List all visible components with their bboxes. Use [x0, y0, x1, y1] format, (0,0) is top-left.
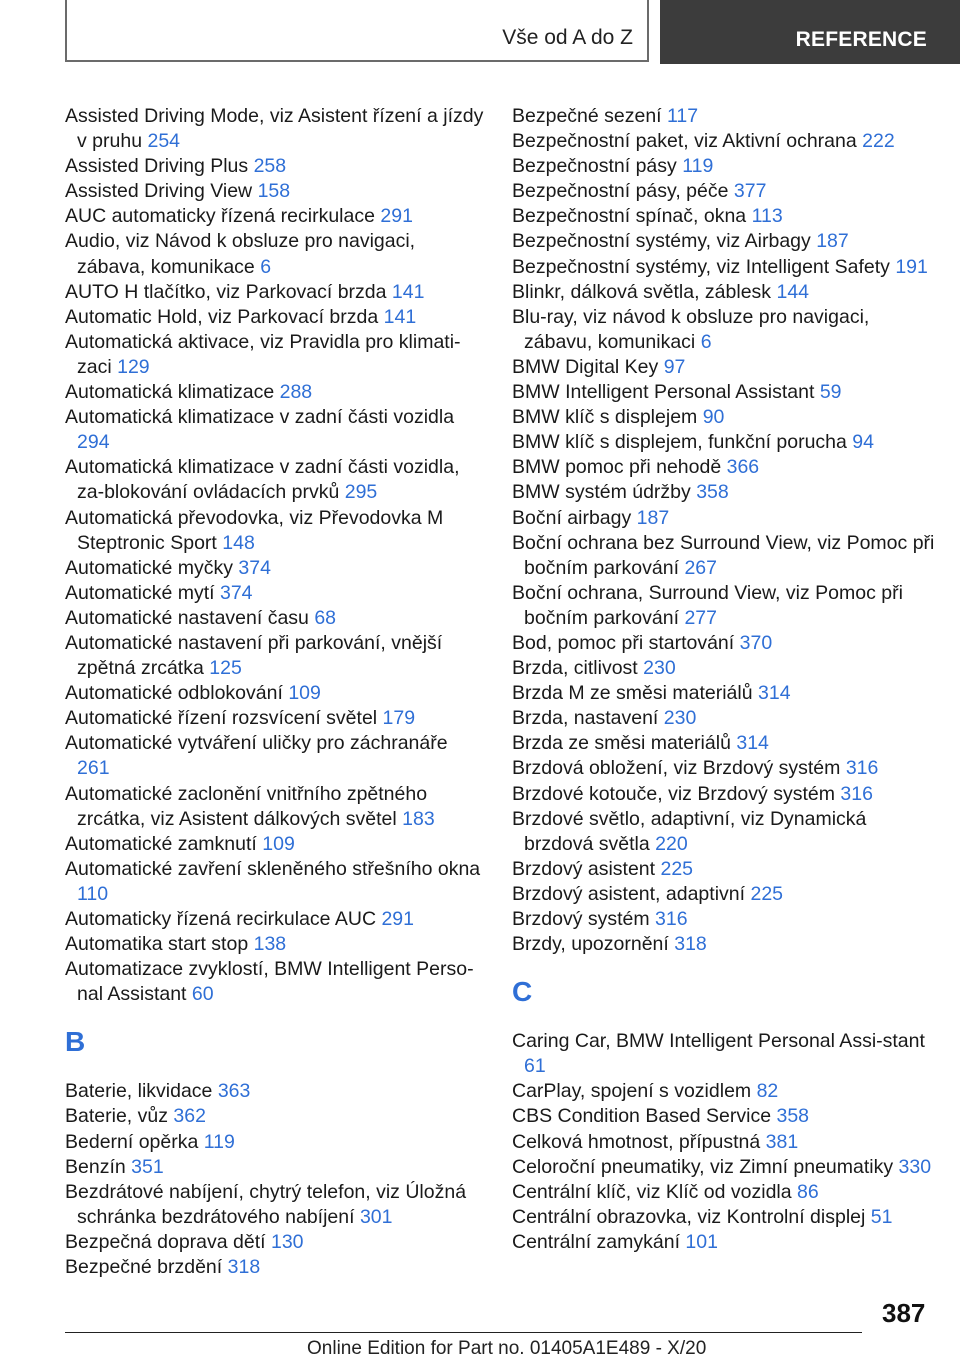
index-entry [512, 581, 937, 631]
index-entry [65, 179, 485, 204]
entry-term: Centrální obrazovka, viz Kontrolní displej [512, 1205, 866, 1228]
entry-term: Benzín [65, 1155, 126, 1178]
entry-term: Bezpečnostní pásy, péče [512, 180, 729, 203]
entry-term: Blinkr, dálková světla, záblesk [512, 280, 772, 303]
index-entry [65, 1104, 485, 1129]
entry-page-link[interactable]: 179 [382, 707, 416, 730]
entry-term: BMW klíč s displejem, funkční porucha [512, 431, 847, 454]
entry-page-link[interactable]: 261 [77, 757, 110, 780]
entry-page-link[interactable]: 144 [776, 280, 810, 303]
index-entry [65, 280, 485, 305]
entry-page-link[interactable]: 294 [77, 431, 110, 454]
entry-term: Bezpečné brzdění [65, 1256, 223, 1279]
entry-page-link[interactable]: 117 [667, 105, 699, 127]
entry-term: Automaticky řízená recirkulace AUC [65, 908, 377, 930]
entry-page-link[interactable]: 109 [262, 832, 295, 855]
index-entry [512, 1155, 937, 1180]
entry-page-link[interactable]: 109 [288, 682, 321, 705]
entry-page-link[interactable]: 295 [344, 481, 378, 504]
entry-term: Automatizace zvyklostí, BMW Intelligent Perso-nal Assistant [65, 958, 474, 1006]
entry-term: Baterie, likvidace [65, 1080, 213, 1103]
entry-page-link[interactable]: 158 [257, 180, 291, 203]
entry-term: Bezpečnostní paket, viz Aktivní ochrana [512, 130, 857, 153]
entry-page-link[interactable]: 358 [696, 481, 729, 504]
entry-term: Brzdový asistent [512, 857, 656, 880]
entry-term: Boční airbagy [512, 506, 632, 529]
entry-page-link[interactable]: 374 [238, 556, 271, 579]
entry-page-link[interactable]: 82 [756, 1080, 779, 1103]
entry-term: Brzdy, upozornění [512, 933, 669, 956]
entry-page-link[interactable]: 86 [797, 1180, 819, 1203]
entry-term: Bod, pomoc při startování [512, 631, 735, 654]
entry-page-link[interactable]: 129 [117, 355, 150, 378]
entry-page-link[interactable]: 68 [314, 606, 337, 629]
index-entry [512, 531, 937, 581]
entry-term: Brzda M ze směsi materiálů [512, 682, 753, 705]
index-entry [512, 1079, 937, 1104]
entry-term: Automatická klimatizace v zadní části vozidla [65, 406, 455, 429]
index-entry [512, 1205, 937, 1230]
index-entry [512, 229, 937, 254]
index-entry [65, 455, 485, 505]
index-entry [512, 1130, 937, 1155]
entry-page-link[interactable]: 258 [253, 155, 287, 178]
entry-term: AUC automaticky řízená recirkulace [65, 205, 375, 228]
entry-term: Bezpečná doprava dětí [65, 1230, 266, 1253]
entry-page-link[interactable]: 148 [222, 531, 255, 554]
entry-term: BMW pomoc při nehodě [512, 456, 722, 479]
entry-page-link[interactable]: 318 [227, 1256, 261, 1279]
index-entry [65, 706, 485, 731]
entry-page-link[interactable]: 374 [219, 581, 253, 604]
entry-page-link[interactable]: 138 [253, 933, 287, 956]
entry-term: Assisted Driving Mode, viz Asistent řízení a jízdy v pruhu [65, 105, 484, 153]
entry-page-link[interactable]: 220 [655, 832, 688, 855]
index-entry [512, 857, 937, 882]
entry-page-link[interactable]: 301 [359, 1205, 393, 1228]
entry-page-link[interactable]: 110 [77, 882, 109, 905]
entry-term: Celková hmotnost, přípustná [512, 1130, 761, 1153]
entry-page-link[interactable]: 225 [750, 882, 784, 905]
entry-page-link[interactable]: 60 [191, 983, 214, 1006]
index-entry [512, 907, 937, 932]
entry-term: Centrální klíč, viz Klíč od vozidla [512, 1180, 792, 1203]
index-entry [65, 606, 485, 631]
index-entry [65, 932, 485, 957]
index-entry [512, 1104, 937, 1129]
index-entry [512, 706, 937, 731]
index-entry [65, 556, 485, 581]
index-entry [65, 1130, 485, 1155]
edition-info: Online Edition for Part no. 01405A1E489 - X/20 [307, 1338, 707, 1359]
entry-page-link[interactable]: 119 [682, 155, 714, 178]
entry-term: BMW Digital Key [512, 355, 659, 378]
entry-page-link[interactable]: 318 [674, 933, 707, 956]
index-entry [512, 932, 937, 957]
entry-term: Blu-ray, viz návod k obsluze pro navigaci, zábavu, komunikaci [512, 305, 870, 353]
entry-term: Brzda ze směsi materiálů [512, 732, 731, 755]
entry-page-link[interactable]: 291 [381, 908, 414, 930]
entry-term: Brzda, citlivost [512, 657, 638, 680]
entry-term: Brzdová obložení, viz Brzdový systém [512, 757, 841, 780]
entry-term: Automatické vytváření uličky pro záchranáře [65, 732, 448, 755]
index-entry [65, 857, 485, 907]
entry-page-link[interactable]: 358 [776, 1105, 810, 1128]
entry-page-link[interactable]: 61 [524, 1055, 546, 1078]
entry-term: Automatické mytí [65, 581, 215, 604]
index-entry [512, 305, 937, 355]
entry-page-link[interactable]: 377 [733, 180, 767, 203]
index-entry [512, 1230, 937, 1255]
index-entry [65, 1230, 485, 1255]
entry-page-link[interactable]: 267 [684, 556, 717, 579]
entry-term: Automatická klimatizace [65, 381, 275, 404]
index-entry [512, 506, 937, 531]
index-entry [512, 656, 937, 681]
entry-page-link[interactable]: 288 [279, 381, 313, 404]
letter-heading-c: C [512, 976, 533, 1008]
entry-term: Automatické zamknutí [65, 832, 257, 855]
index-entry [65, 204, 485, 229]
entry-page-link[interactable]: 101 [685, 1230, 718, 1253]
entry-term: Brzdové světlo, adaptivní, viz Dynamická brzdová světla [512, 807, 867, 855]
index-entry [65, 330, 485, 380]
entry-term: BMW klíč s displejem [512, 406, 698, 429]
entry-term: Bezdrátové nabíjení, chytrý telefon, viz Úložná schránka bezdrátového nabíjení [65, 1180, 467, 1228]
entry-page-link[interactable]: 141 [383, 305, 417, 328]
entry-term: Automatické nastavení při parkování, vnější zpětná zrcátka [65, 631, 443, 680]
index-entry [512, 681, 937, 706]
letter-heading-b: B [65, 1026, 86, 1058]
index-list-b [65, 1079, 485, 1280]
index-entry [512, 355, 937, 380]
index-entry [65, 405, 485, 455]
entry-page-link[interactable]: 191 [895, 255, 928, 278]
index-entry [65, 506, 485, 556]
entry-term: CarPlay, spojení s vozidlem [512, 1080, 752, 1103]
index-entry [512, 807, 937, 857]
index-entry [512, 255, 937, 280]
entry-page-link[interactable]: 316 [840, 782, 873, 805]
index-entry [65, 1255, 485, 1280]
entry-page-link[interactable]: 113 [751, 205, 783, 228]
index-entry [512, 1029, 937, 1079]
index-entry [512, 882, 937, 907]
entry-page-link[interactable]: 187 [816, 230, 849, 253]
entry-page-link[interactable]: 351 [131, 1155, 164, 1178]
index-entry [512, 154, 937, 179]
index-entry [512, 104, 937, 129]
entry-term: Automatické řízení rozsvícení světel [65, 707, 378, 730]
index-entry [65, 229, 485, 279]
entry-page-link[interactable]: 141 [391, 280, 425, 303]
entry-page-link[interactable]: 277 [684, 606, 717, 629]
index-entry [65, 782, 485, 832]
entry-term: Automatická převodovka, viz Převodovka M Steptronic Sport [65, 506, 444, 554]
entry-page-link[interactable]: 125 [209, 657, 242, 680]
entry-page-link[interactable]: 187 [636, 506, 670, 529]
entry-page-link[interactable]: 370 [739, 631, 773, 654]
entry-term: Audio, viz Návod k obsluze pro navigaci, zábava, komunikace [65, 230, 416, 278]
entry-page-link[interactable]: 254 [147, 130, 181, 153]
entry-term: Baterie, vůz [65, 1105, 168, 1128]
entry-term: Bezpečné sezení [512, 105, 662, 127]
entry-page-link[interactable]: 90 [702, 406, 725, 429]
index-entry [65, 1079, 485, 1104]
index-entry [65, 380, 485, 405]
entry-term: Brzdový asistent, adaptivní [512, 882, 746, 905]
entry-term: Bezpečnostní systémy, viz Airbagy [512, 230, 811, 253]
entry-page-link[interactable]: 225 [660, 857, 694, 880]
index-list-c [512, 1029, 937, 1255]
index-entry [65, 104, 485, 154]
entry-page-link[interactable]: 59 [819, 381, 842, 404]
entry-term: Assisted Driving View [65, 180, 253, 203]
entry-page-link[interactable]: 366 [726, 456, 760, 479]
entry-term: Bederní opěrka [65, 1130, 199, 1153]
index-entry [65, 581, 485, 606]
entry-term: Bezpečnostní spínač, okna [512, 205, 747, 228]
entry-page-link[interactable]: 6 [700, 330, 712, 353]
entry-page-link[interactable]: 314 [758, 682, 791, 705]
chapter-title: REFERENCE [795, 28, 927, 51]
entry-term: Celoroční pneumatiky, viz Zimní pneumatiky [512, 1155, 894, 1178]
entry-term: Brzda, nastavení [512, 707, 659, 730]
index-entry [65, 731, 485, 781]
entry-page-link[interactable]: 222 [862, 130, 895, 153]
index-entry [512, 204, 937, 229]
entry-term: Automatické nastavení času [65, 606, 309, 629]
index-entry [65, 907, 485, 932]
index-entry [512, 179, 937, 204]
index-entry [512, 129, 937, 154]
index-entry [65, 154, 485, 179]
index-entry [512, 631, 937, 656]
index-entry [65, 1180, 485, 1230]
index-entry [65, 832, 485, 857]
chapter-tab [660, 0, 960, 64]
entry-term: Bezpečnostní systémy, viz Intelligent Safety [512, 255, 890, 278]
index-list-b-cont [512, 104, 937, 957]
entry-term: CBS Condition Based Service [512, 1105, 772, 1128]
section-title: Vše od A do Z [502, 26, 633, 49]
entry-page-link[interactable]: 316 [845, 757, 879, 780]
index-entry [512, 480, 937, 505]
entry-term: Automatická aktivace, viz Pravidla pro klimati-zaci [65, 330, 461, 378]
entry-term: Automatická klimatizace v zadní části vozidla, za-blokování ovládacích prvků [65, 456, 460, 504]
entry-page-link[interactable]: 363 [217, 1080, 251, 1103]
index-entry [512, 430, 937, 455]
entry-page-link[interactable]: 119 [203, 1130, 235, 1153]
entry-term: Brzdový systém [512, 908, 650, 930]
index-entry [512, 756, 937, 781]
page-header [0, 0, 960, 66]
index-column-right [512, 104, 937, 1255]
entry-term: Automatické odblokování [65, 682, 283, 705]
entry-page-link[interactable]: 381 [765, 1130, 799, 1153]
entry-term: Boční ochrana, Surround View, viz Pomoc při bočním parkování [512, 581, 903, 629]
entry-term: Boční ochrana bez Surround View, viz Pomoc při bočním parkování [512, 531, 935, 579]
entry-page-link[interactable]: 291 [380, 205, 413, 228]
entry-page-link[interactable]: 314 [736, 732, 769, 755]
entry-page-link[interactable]: 230 [643, 657, 676, 680]
entry-term: BMW Intelligent Personal Assistant [512, 381, 815, 404]
entry-term: BMW systém údržby [512, 481, 691, 504]
page-number: 387 [882, 1298, 926, 1328]
entry-term: Brzdové kotouče, viz Brzdový systém [512, 782, 835, 805]
entry-term: Centrální zamykání [512, 1230, 680, 1253]
index-column-left [65, 104, 485, 1280]
entry-term: Automatické zaclonění vnitřního zpětného zrcátka, viz Asistent dálkových světel [65, 782, 428, 830]
index-entry [65, 631, 485, 681]
entry-page-link[interactable]: 330 [898, 1155, 932, 1178]
entry-term: Assisted Driving Plus [65, 155, 249, 178]
index-entry [65, 957, 485, 1007]
entry-term: Caring Car, BMW Intelligent Personal Assi-stant [512, 1030, 925, 1053]
entry-page-link[interactable]: 316 [655, 908, 688, 930]
entry-page-link[interactable]: 6 [260, 255, 272, 278]
entry-page-link[interactable]: 230 [663, 707, 697, 730]
index-list-a [65, 104, 485, 1007]
footer-divider [65, 1332, 862, 1333]
index-entry [512, 455, 937, 480]
entry-term: Automatické zavření skleněného střešního okna [65, 857, 481, 880]
entry-page-link[interactable]: 362 [173, 1105, 206, 1128]
index-entry [512, 1180, 937, 1205]
index-entry [512, 405, 937, 430]
entry-term: Automatika start stop [65, 933, 249, 956]
entry-page-link[interactable]: 94 [852, 431, 874, 454]
entry-term: Bezpečnostní pásy [512, 155, 677, 178]
section-tab [65, 0, 649, 62]
entry-page-link[interactable]: 130 [270, 1230, 304, 1253]
index-entry [65, 681, 485, 706]
index-entry [65, 305, 485, 330]
index-entry [512, 380, 937, 405]
entry-term: AUTO H tlačítko, viz Parkovací brzda [65, 280, 387, 303]
entry-page-link[interactable]: 51 [870, 1205, 893, 1228]
entry-page-link[interactable]: 97 [663, 355, 686, 378]
index-entry [512, 782, 937, 807]
entry-page-link[interactable]: 183 [402, 807, 435, 830]
index-entry [512, 731, 937, 756]
entry-term: Automatic Hold, viz Parkovací brzda [65, 305, 379, 328]
entry-term: Automatické myčky [65, 556, 233, 579]
index-entry [512, 280, 937, 305]
index-entry [65, 1155, 485, 1180]
